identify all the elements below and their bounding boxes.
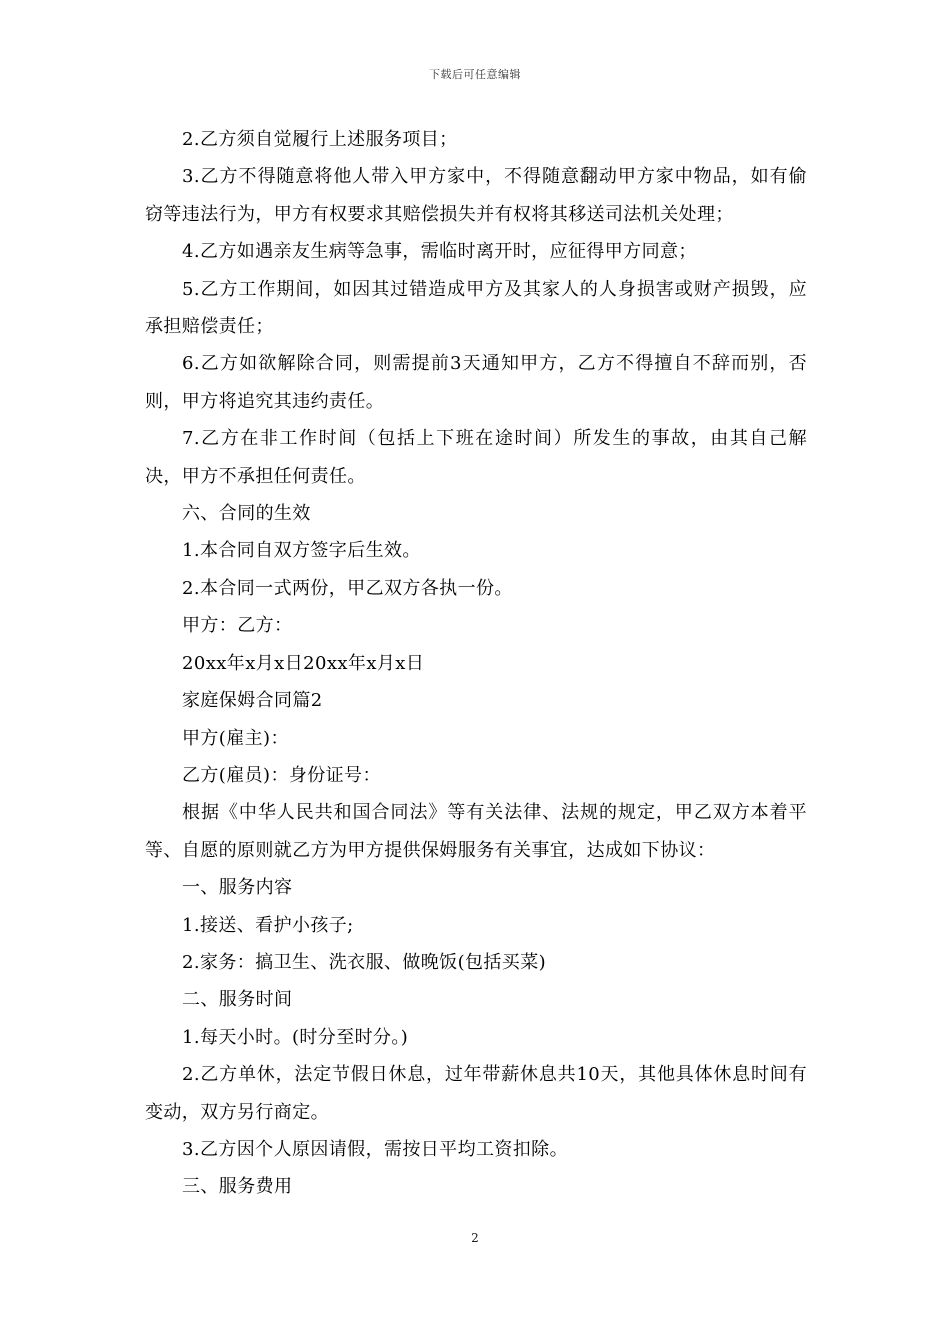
paragraph: 2.家务：搞卫生、洗衣服、做晚饭(包括买菜) (182, 951, 547, 973)
signature-dates: 20xx年x月x日20xx年x月x日 (182, 652, 425, 674)
paragraph: 2.乙方须自觉履行上述服务项目； (182, 129, 458, 150)
signature-parties: 甲方：乙方： (182, 615, 293, 637)
paragraph: 1.接送、看护小孩子; (182, 914, 354, 936)
page-number: 2 (471, 1231, 479, 1245)
paragraph: 1.本合同自双方签字后生效。 (182, 540, 421, 562)
party-a-line: 甲方(雇主)： (182, 727, 289, 749)
section-heading: 三、服务费用 (182, 1176, 293, 1198)
document-body (145, 121, 807, 1206)
paragraph: 根据《中华人民共和国合同法》等有关法律、法规的规定，甲乙双方本着平等、自愿的原则就乙方为甲方提供保姆服务有关事宜，达成如下协议： (145, 802, 807, 861)
header-note: 下载后可任意编辑 (429, 68, 521, 81)
contract-title: 家庭保姆合同篇2 (182, 690, 323, 712)
paragraph: 3.乙方不得随意将他人带入甲方家中，不得随意翻动甲方家中物品，如有偷窃等违法行为，甲方有权要求其赔偿损失并有权将其移送司法机关处理； (145, 166, 807, 225)
paragraph: 1.每天小时。(时分至时分。) (182, 1026, 409, 1048)
paragraph: 2.乙方单休，法定节假日休息，过年带薪休息共10天，其他具体休息时间有变动，双方另行商定。 (145, 1064, 807, 1123)
paragraph: 2.本合同一式两份，甲乙双方各执一份。 (182, 577, 513, 599)
paragraph: 7.乙方在非工作时间（包括上下班在途时间）所发生的事故，由其自己解决，甲方不承担任何责任。 (145, 428, 807, 487)
section-heading: 二、服务时间 (182, 989, 293, 1011)
paragraph: 4.乙方如遇亲友生病等急事，需临时离开时，应征得甲方同意； (182, 241, 697, 263)
paragraph: 5.乙方工作期间，如因其过错造成甲方及其家人的人身损害或财产损毁，应承担赔偿责任； (145, 278, 807, 338)
section-heading: 一、服务内容 (182, 877, 293, 899)
section-heading: 六、合同的生效 (182, 503, 311, 525)
party-b-line: 乙方(雇员)：身份证号： (182, 764, 381, 786)
paragraph: 6.乙方如欲解除合同，则需提前3天通知甲方，乙方不得擅自不辞而别，否则，甲方将追究其违约责任。 (145, 353, 807, 412)
paragraph: 3.乙方因个人原因请假，需按日平均工资扣除。 (182, 1138, 568, 1160)
